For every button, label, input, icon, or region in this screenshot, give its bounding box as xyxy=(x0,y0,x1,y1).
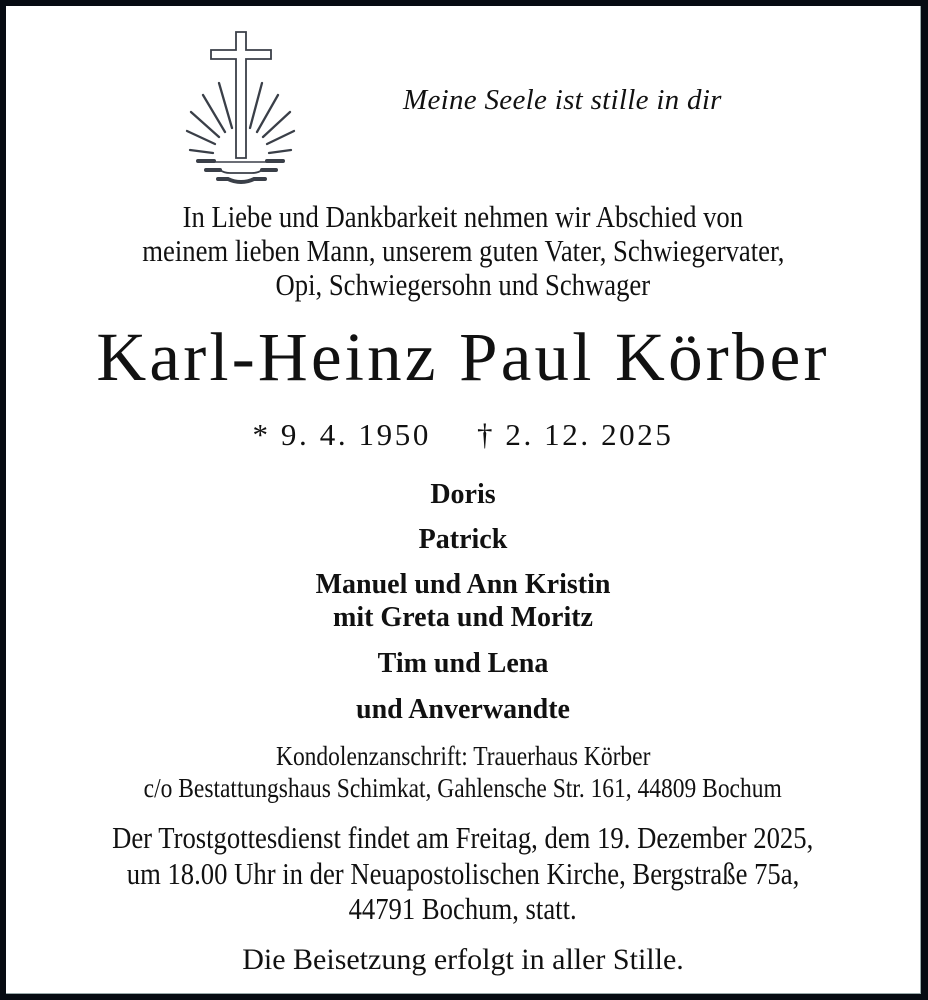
service-line-2: um 18.00 Uhr in der Neuapostolischen Kirche, Bergstraße 75a, xyxy=(126,856,800,891)
intro-line-3: Opi, Schwiegersohn und Schwager xyxy=(275,267,651,302)
life-dates xyxy=(6,417,920,453)
condolence-address-2: c/o Bestattungshaus Schimkat, Gahlensche Str. 161, 44809 Bochum xyxy=(143,773,783,803)
obituary-notice xyxy=(6,6,921,994)
mourner-4: mit Greta und Moritz xyxy=(333,602,593,633)
birth-date: * 9. 4. 1950 xyxy=(252,417,431,452)
death-date: † 2. 12. 2025 xyxy=(476,417,674,452)
intro-line-2: meinem lieben Mann, unserem guten Vater, Schwiegervater, xyxy=(141,233,785,268)
cross-sunrise-water-icon xyxy=(178,24,304,186)
closing-text: Die Beisetzung erfolgt in aller Stille. xyxy=(242,943,684,976)
motto-text: Meine Seele ist stille in dir xyxy=(403,84,722,116)
service-line-3: 44791 Bochum, statt. xyxy=(348,891,578,926)
mourner-6: und Anverwandte xyxy=(356,694,570,725)
intro-line-1: In Liebe und Dankbarkeit nehmen wir Abschied von xyxy=(182,199,744,234)
deceased-name: Karl-Heinz Paul Körber xyxy=(96,319,830,395)
mourner-1: Doris xyxy=(430,479,496,510)
mourner-2: Patrick xyxy=(418,524,508,555)
service-line-1: Der Trostgottesdienst findet am Freitag, dem 19. Dezember 2025, xyxy=(112,820,814,855)
condolence-address-1: Kondolenzanschrift: Trauerhaus Körber xyxy=(275,741,651,771)
mourner-3: Manuel und Ann Kristin xyxy=(315,569,611,600)
mourner-5: Tim und Lena xyxy=(377,648,549,679)
